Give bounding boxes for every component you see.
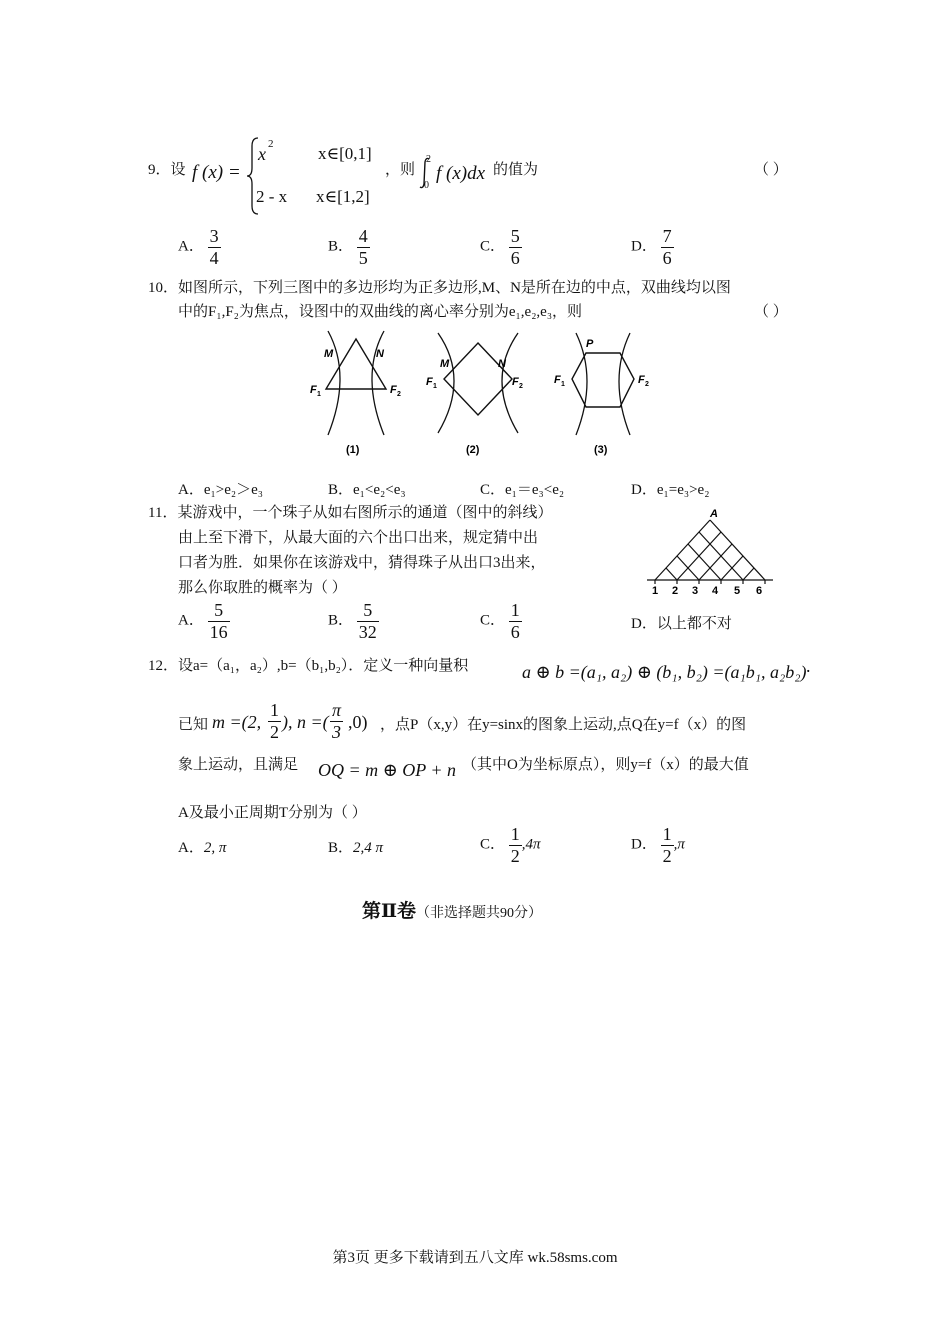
q10-option-b[interactable]: [328, 478, 406, 499]
denominator: 2: [662, 845, 672, 866]
q12-line3-text: （其中O为坐标原点），则y=f（x）的最大值: [462, 757, 749, 773]
fraction: [661, 226, 674, 268]
option-text: 2, π: [203, 840, 227, 856]
option-label: C．: [480, 836, 506, 853]
numerator: 5: [214, 600, 224, 620]
q10-figure-1: [300, 325, 412, 460]
fraction: [208, 226, 221, 268]
hyperbola-left: [438, 333, 454, 433]
fraction: [509, 824, 522, 866]
q9-fx: f (x) =: [192, 162, 241, 183]
denominator: 6: [510, 247, 520, 268]
fraction: [330, 700, 343, 742]
numerator: 7: [662, 226, 672, 246]
option-label: C．: [480, 238, 506, 255]
denominator: 4: [209, 247, 219, 268]
numerator: 3: [209, 226, 219, 246]
option-label: C．: [480, 482, 506, 498]
option-label: A．: [178, 840, 204, 856]
q12-option-a[interactable]: [178, 836, 226, 857]
caption-1: (1): [346, 444, 360, 456]
hexagon: [572, 353, 634, 407]
caption-3: (3): [594, 444, 608, 456]
numerator: 1: [270, 700, 279, 720]
q12-line1: 12．设a=（a₁，a₂）,b=（b₁,b₂）．定义一种向量积: [148, 658, 469, 674]
exit-label: 1: [652, 585, 659, 597]
q11-line3: 口者为胜．如果你在该游戏中，猜得珠子从出口3出来，: [178, 555, 546, 571]
hyperbola-right: [619, 333, 630, 435]
q11-line2: 由上至下滑下，从最大面的六个出口出来，规定猜中出: [178, 530, 539, 546]
q10-line1: 10．如图所示，下列三图中的多边形均为正多边形,M、N是所在边的中点，双曲线均以图: [148, 280, 731, 296]
denominator: 5: [358, 247, 368, 268]
denominator: 6: [662, 247, 672, 268]
option-label: A．: [178, 482, 204, 498]
q10-option-a[interactable]: [178, 478, 263, 499]
fraction: [357, 226, 370, 268]
q9-case1-expr: x: [258, 144, 266, 164]
q12-line3-pre: 象上运动，且满足: [178, 757, 299, 773]
label-m: M: [324, 348, 334, 360]
option-text: 2,4 π: [353, 840, 384, 856]
label-f2-sub: 2: [397, 391, 401, 398]
q12-m-vector: m =(2,: [212, 712, 262, 732]
label-f2-sub: 2: [519, 383, 523, 390]
q12-line2-text: ，点P（x,y）在y=sinx的图象上运动,点Q在y=f（x）的图: [380, 717, 747, 733]
option-text: e₁<e₂<e₃: [353, 482, 406, 498]
option-text: e₁>e₂＞e₃: [203, 482, 263, 498]
q12-option-b[interactable]: [328, 836, 383, 857]
caption-2: (2): [466, 444, 480, 456]
q9-tail: 的值为: [493, 162, 539, 178]
option-label: A．: [178, 238, 204, 255]
q10-option-d[interactable]: [631, 478, 709, 499]
q11-option-d[interactable]: [631, 612, 732, 633]
q10-answer-paren: （ ）: [754, 304, 788, 320]
q9-case2-domain: x∈[1,2]: [316, 187, 370, 206]
option-label: B．: [328, 840, 354, 856]
q9-case1-domain: x∈[0,1]: [318, 144, 372, 163]
fraction: [661, 824, 674, 866]
label-f2: F: [512, 376, 519, 388]
q9-case2-expr: 2 - x: [256, 187, 288, 206]
option-label: B．: [328, 238, 354, 255]
page-footer: 第3页 更多下载请到五八文库 wk.58sms.com: [332, 1250, 618, 1266]
q11-line1: 11．某游戏中，一个珠子从如右图所示的通道（图中的斜线）: [148, 505, 553, 521]
channel-line: [743, 568, 754, 580]
option-label: D．: [631, 836, 657, 853]
q11-line4: 那么你取胜的概率为（ ）: [178, 580, 347, 596]
q12-vector-product-formula: a ⊕ b =(a₁, a₂) ⊕ (b₁, b₂) =(a₁b₁, a₂b₂): [522, 662, 807, 682]
fraction: [509, 600, 522, 642]
fraction: [268, 700, 281, 742]
label-f1-sub: 1: [317, 391, 321, 398]
apex-label: A: [710, 508, 718, 520]
q10-figure-3: [548, 325, 666, 460]
q11-option-b[interactable]: [328, 600, 379, 642]
option-text: e₁＝e₃<e₂: [505, 482, 565, 498]
q9-option-b[interactable]: [328, 226, 370, 268]
q10-option-c[interactable]: [480, 478, 564, 499]
option-label: D．: [631, 238, 657, 255]
numerator: 1: [662, 824, 672, 844]
numerator: 1: [510, 824, 520, 844]
label-f1: F: [554, 374, 561, 386]
q9-int-lower: 0: [424, 180, 429, 191]
denominator: 2: [510, 845, 520, 866]
label-n: N: [376, 348, 384, 360]
exit-label: 2: [672, 585, 679, 597]
option-label: B．: [328, 612, 354, 629]
exit-label: 5: [734, 585, 741, 597]
label-m: M: [440, 358, 450, 370]
numerator: π: [332, 700, 342, 720]
q12-line4: A及最小正周期T分别为（ ）: [178, 805, 367, 821]
label-f2: F: [638, 374, 645, 386]
q9-then: ，则: [385, 162, 416, 178]
exit-label: 3: [692, 585, 699, 597]
label-f2: F: [390, 384, 397, 396]
q9-option-a[interactable]: [178, 226, 221, 268]
channel-line: [666, 568, 677, 580]
numerator: 1: [510, 600, 520, 620]
option-text: e₁=e₃>e₂: [656, 482, 710, 498]
section-heading: [362, 896, 542, 923]
q9-answer-paren: （ ）: [754, 162, 788, 178]
q12-n-close: ,0): [348, 712, 368, 732]
q12-option-d[interactable]: [631, 824, 685, 866]
label-p: P: [586, 338, 594, 350]
fraction: [509, 226, 522, 268]
q10-line2: 中的F₁,F₂为焦点，设图中的双曲线的离心率分别为e₁,e₂,e₃，则: [178, 304, 583, 320]
q12-n-vector: ), n =(: [282, 712, 329, 732]
label-f2-sub: 2: [645, 381, 649, 388]
exit-label: 6: [756, 585, 763, 597]
label-f1: F: [426, 376, 433, 388]
q12-option-c[interactable]: [480, 824, 541, 866]
q9-option-d[interactable]: [631, 226, 674, 268]
q12-oq-formula: OQ = m ⊕ OP + n: [318, 760, 457, 780]
q11-option-c[interactable]: [480, 600, 522, 642]
numerator: 5: [363, 600, 373, 620]
denominator: 16: [209, 621, 228, 642]
q12-half: [268, 700, 281, 742]
option-label: C．: [480, 612, 506, 629]
q11-option-a[interactable]: [178, 600, 230, 642]
q12-line2-pre: 已知: [178, 717, 209, 733]
q10-figure-2: [420, 325, 538, 460]
label-f1-sub: 1: [433, 383, 437, 390]
denominator: 32: [358, 621, 377, 642]
option-tail: ,π: [673, 836, 685, 853]
denominator: 3: [330, 721, 343, 743]
fraction: [357, 600, 379, 642]
denominator: 2: [270, 721, 279, 742]
numerator: 5: [510, 226, 520, 246]
denominator: 6: [510, 621, 520, 642]
section-subtitle: （非选择题共90分）: [416, 906, 543, 921]
q9-integrand: f (x)dx: [436, 163, 486, 184]
option-tail: ,4π: [521, 836, 541, 853]
numerator: 4: [358, 226, 368, 246]
q9-case1-exp: 2: [268, 138, 274, 150]
label-n: N: [498, 358, 506, 370]
option-label: B．: [328, 482, 354, 498]
label-f1-sub: 1: [561, 381, 565, 388]
fraction: [208, 600, 230, 642]
q9-option-c[interactable]: [480, 226, 522, 268]
q9-number: 9．设: [148, 162, 186, 178]
option-label: D．: [631, 482, 657, 498]
channel-line: [710, 520, 765, 580]
option-label: A．: [178, 612, 204, 629]
q12-line1-end: .: [806, 656, 811, 676]
section-title: 第Ⅱ卷: [362, 901, 417, 922]
option-text: 以上都不对: [656, 616, 732, 632]
option-label: D．: [631, 616, 657, 632]
exit-label: 4: [712, 585, 719, 597]
label-f1: F: [310, 384, 317, 396]
q12-pi-third: [330, 700, 343, 742]
q11-bead-triangle-figure: [645, 506, 775, 598]
channel-line: [655, 520, 710, 580]
q9-int-upper: 2: [426, 154, 431, 165]
